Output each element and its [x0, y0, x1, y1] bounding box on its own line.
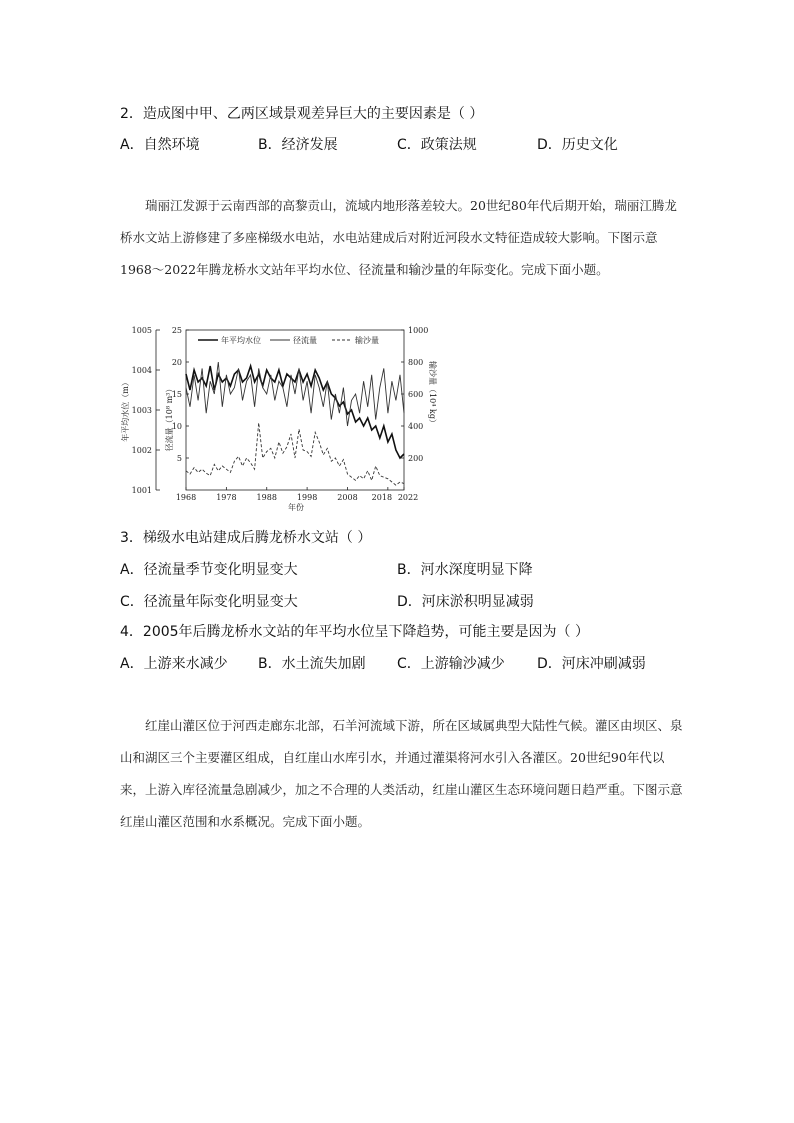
question-3-stem: 3．梯级水电站建成后腾龙桥水文站（ ）	[120, 530, 372, 546]
legend-label-sediment: 输沙量	[355, 336, 379, 345]
passage-2-text: 红崖山灌区位于河西走廊东北部，石羊河流域下游，所在区域属典型大陆性气候。灌区由坝区、泉山和湖区三个主要灌区组成，自红崖山水库引水，并通过灌渠将河水引入各灌区。20世纪90年代以来，上游入库径流量急剧减少，加之不合理的人类活动，红崖山灌区生态环境问题日趋严重。下图示意红崖山灌区范围和水系概况。完成下面小题。	[120, 718, 683, 829]
question-3-option-d[interactable]: D．河床淤积明显减弱	[397, 594, 534, 610]
water-level-tick-label: 1005	[131, 326, 152, 335]
water-level-tick-label: 1001	[131, 486, 152, 495]
hydrology-chart	[118, 322, 437, 512]
x-tick-label: 1988	[256, 493, 277, 502]
question-2-stem: 2．造成图中甲、乙两区域景观差异巨大的主要因素是（ ）	[120, 106, 484, 122]
sediment-tick-label: 600	[408, 390, 424, 399]
sediment-tick-label: 400	[408, 422, 424, 431]
water-level-tick-label: 1004	[131, 366, 152, 375]
series-line-runoff	[186, 362, 404, 426]
x-tick-label: 2018	[371, 493, 393, 502]
question-2-option-b[interactable]: B．经济发展	[258, 137, 338, 153]
question-4-option-c[interactable]: C．上游输沙减少	[397, 656, 505, 672]
chart-plot-frame	[186, 330, 404, 490]
chart-legend	[198, 335, 379, 345]
sediment-tick-label: 800	[408, 358, 424, 367]
question-4-option-a[interactable]: A．上游来水减少	[120, 656, 228, 672]
question-3-option-a[interactable]: A．径流量季节变化明显变大	[120, 562, 298, 578]
passage-2	[120, 710, 684, 838]
x-tick-label: 1978	[216, 493, 237, 502]
x-tick-label: 2022	[397, 493, 419, 502]
question-2-option-a[interactable]: A．自然环境	[120, 137, 200, 153]
runoff-tick-label: 20	[171, 358, 182, 367]
runoff-tick-label: 5	[176, 454, 182, 463]
sediment-axis-label: 输沙量（10⁴ kg）	[428, 361, 437, 427]
legend-label-runoff: 径流量	[293, 336, 317, 345]
legend-label-water-level: 年平均水位	[221, 336, 261, 345]
runoff-tick-label: 10	[171, 422, 182, 431]
runoff-tick-label: 15	[171, 390, 182, 399]
passage-1	[120, 190, 684, 286]
question-2-option-d[interactable]: D．历史文化	[537, 137, 618, 153]
water-level-tick-label: 1002	[131, 446, 152, 455]
water-level-tick-label: 1003	[131, 406, 152, 415]
sediment-tick-label: 1000	[408, 326, 429, 335]
series-line-sediment	[186, 423, 404, 485]
runoff-tick-label: 25	[171, 326, 182, 335]
water-level-axis-label: 年平均水位（m）	[121, 378, 130, 442]
question-4-option-d[interactable]: D．河床冲刷减弱	[537, 656, 646, 672]
sediment-tick-label: 200	[408, 454, 424, 463]
x-axis-label: 年份	[288, 503, 304, 512]
question-2-option-c[interactable]: C．政策法规	[397, 137, 477, 153]
passage-1-text: 瑞丽江发源于云南西部的高黎贡山，流域内地形落差较大。20世纪80年代后期开始，瑞丽江腾龙桥水文站上游修建了多座梯级水电站，水电站建成后对附近河段水文特征造成较大影响。下图示意1968～2022年腾龙桥水文站年平均水位、径流量和输沙量的年际变化。完成下面小题。	[120, 198, 677, 277]
question-4-stem: 4．2005年后腾龙桥水文站的年平均水位呈下降趋势，可能主要是因为（ ）	[120, 624, 589, 640]
question-3-option-b[interactable]: B．河水深度明显下降	[397, 562, 533, 578]
runoff-axis-label: 径流量（10⁸ m³）	[165, 384, 174, 452]
x-tick-label: 2008	[337, 493, 358, 502]
question-3-option-c[interactable]: C．径流量年际变化明显变大	[120, 594, 298, 610]
x-tick-label: 1998	[296, 493, 318, 502]
x-tick-label: 1968	[175, 493, 197, 502]
question-4-option-b[interactable]: B．水土流失加剧	[258, 656, 366, 672]
